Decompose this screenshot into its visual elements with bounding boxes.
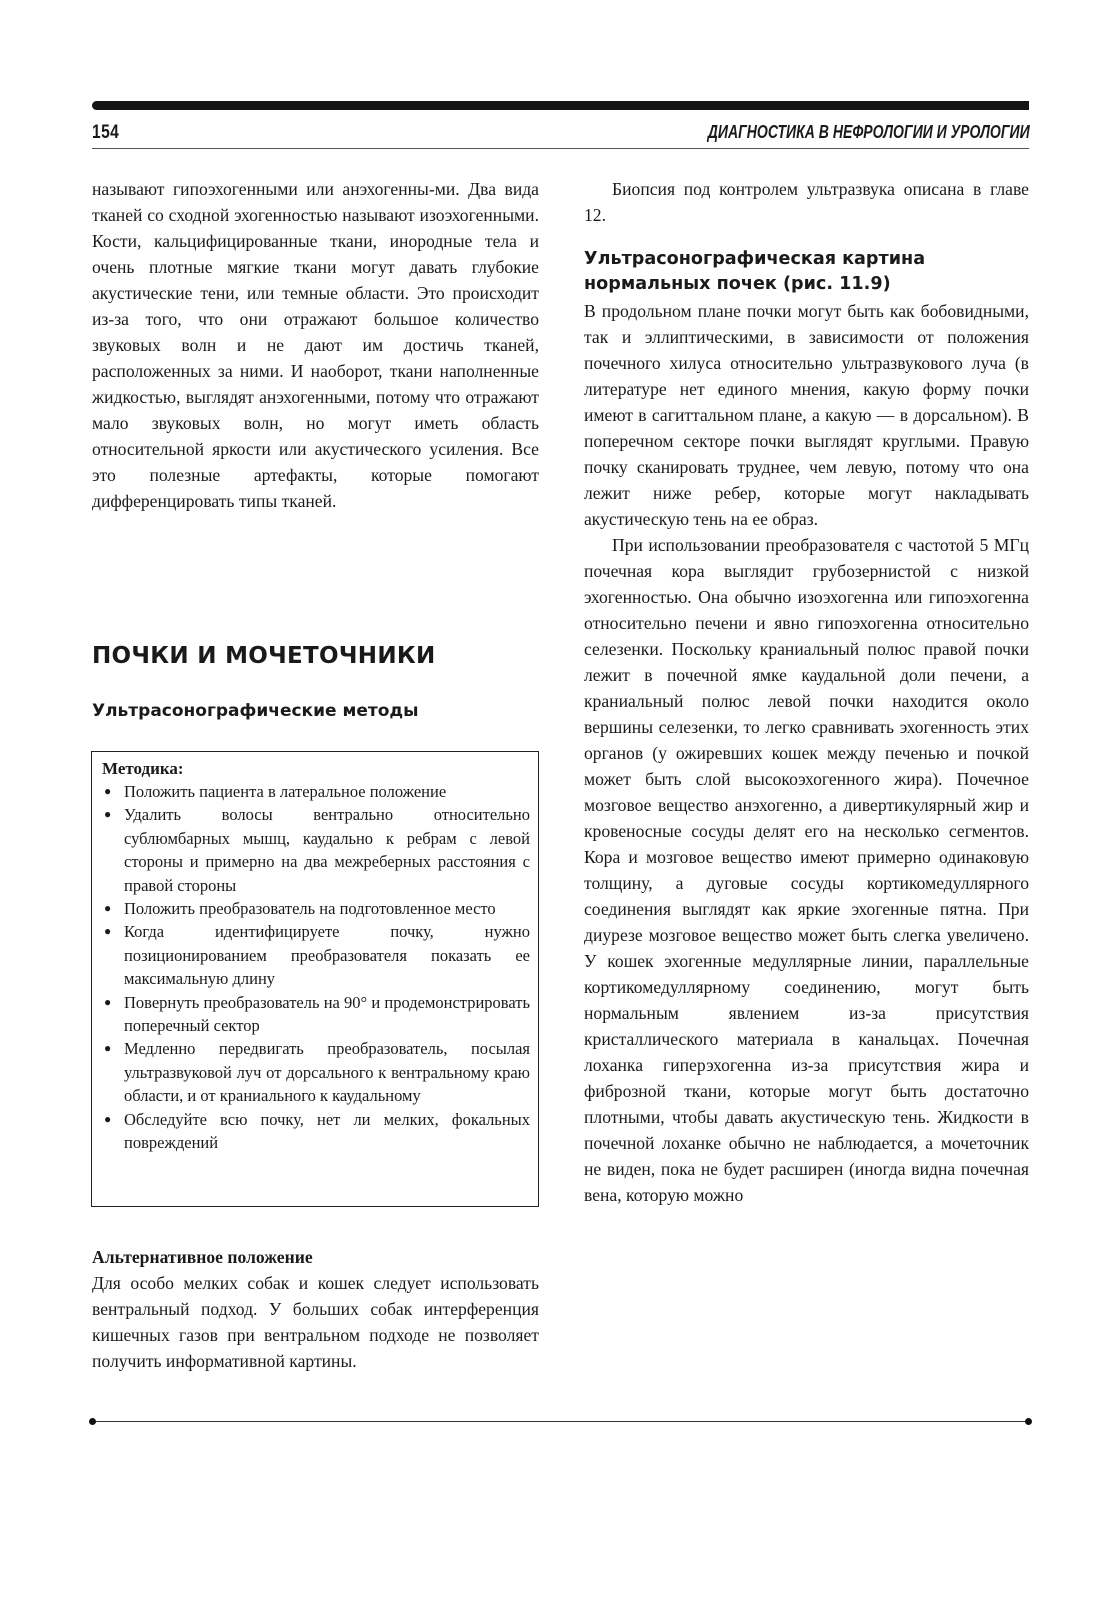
intro-paragraph: называют гипоэхогенными или анэхогенны-ми. Два вида тканей со сходной эхогенностью называют изоэхогенными. Кости, кальцифицированные ткани, инородные тела и очень плотные мягкие ткани могут давать глубокие акустические тени, или темные области. Это происходит из-за того, что они отражают большое количество звуковых волн и не дают им достичь тканей, расположенных за ними. И наоборот, ткани наполненные жидкостью, выглядят анэхогенными, потому что отражают мало звуковых волн, но могут иметь область относительной яркости или акустического усиления. Все это полезные артефакты, которые помогают дифференцировать типы тканей.: [92, 179, 539, 511]
method-item: ● Удалить волосы вентрально относительно сублюмбарных мышц, каудально к ребрам с левой стороны и примерно на два межреберных расстояния с правой стороны: [100, 803, 530, 897]
subsection-heading: Ультрасонографические методы: [92, 701, 419, 721]
bottom-rule-dot-left: [89, 1418, 96, 1425]
heading-line-2: нормальных почек (рис. 11.9): [584, 274, 891, 294]
right-column: [584, 176, 1029, 1208]
section-heading: ПОЧКИ И МОЧЕТОЧНИКИ: [92, 643, 436, 669]
top-decorative-bar: [92, 101, 1029, 110]
normal-kidneys-heading: [584, 247, 1029, 297]
method-item: ● Обследуйте всю почку, нет ли мелких, фокальных повреждений: [100, 1108, 530, 1155]
method-item: ● Положить пациента в латеральное положение: [100, 780, 530, 803]
alt-position-heading: Альтернативное положение: [92, 1247, 313, 1267]
biopsy-paragraph: Биопсия под контролем ультразвука описана в главе 12.: [584, 179, 1029, 225]
paragraph-echogenicity: При использовании преобразователя с частотой 5 МГц почечная кора выглядит грубозернистой с низкой эхогенностью. Она обычно изоэхогенна или гипоэхогенна относительно печени и явно гипоэхогенна относительно селезенки. Поскольку краниальный полюс правой почки лежит в почечной ямке каудальной доли печени, а краниальный полюс левой почки находится около вершины селезенки, то легко сравнивать эхогенность этих органов (у ожиревших кошек между печенью и почкой может быть слой высокоэхогенного жира). Почечное мозговое вещество анэхогенно, а дивертикулярный жир и кровеносные сосуды делят его на несколько сегментов. Кора и мозговое вещество имеют примерно одинаковую толщину, а дуговые сосуды кортикомедуллярного соединения выглядят как яркие эхогенные пятна. При диурезе мозговое вещество может быть слегка увеличено. У кошек эхогенные медуллярные линии, параллельные кортикомедуллярному соединению, могут быть нормальным явлением из-за присутствия кристаллического материала в канальцах. Почечная лоханка гиперэхогенна из-за присутствия жира и фиброзной ткани, которые могут быть достаточно плотными, чтобы давать акустическую тень. Жидкости в почечной лоханке обычно не наблюдается, а мочеточник не виден, пока не будет расширен (иногда видна почечная вена, которую можно: [584, 535, 1029, 1205]
bottom-rule-dot-right: [1025, 1418, 1032, 1425]
paragraph-shape: В продольном плане почки могут быть как бобовидными, так и эллиптическими, в зависимости от положения почечного хилуса относительно ультразвукового луча (в литературе нет единого мнения, какую форму почки имеют в сагиттальном плане, а какую — в дорсальном). В поперечном секторе почки выглядят круглыми. Правую почку сканировать труднее, чем левую, потому что она лежит ниже ребер, которые могут накладывать акустическую тень на ее образ.: [584, 301, 1029, 529]
heading-line-1: Ультрасонографическая картина: [584, 249, 926, 269]
method-item: ● Повернуть преобразователь на 90° и продемонстрировать поперечный сектор: [100, 991, 530, 1038]
running-header: ДИАГНОСТИКА В НЕФРОЛОГИИ И УРОЛОГИИ: [708, 122, 1030, 142]
method-box: [91, 751, 539, 1207]
method-item: ● Медленно передвигать преобразователь, посылая ультразвуковой луч от дорсального к вентральному краю области, и от краниального к каудальному: [100, 1037, 530, 1107]
header-divider: [92, 148, 1029, 149]
left-column: [92, 176, 539, 514]
method-item: ● Положить преобразователь на подготовленное место: [100, 897, 530, 920]
alt-position-paragraph: Для особо мелких собак и кошек следует использовать вентральный подход. У больших собак интерференция кишечных газов при вентральном подходе не позволяет получить информативной картины.: [92, 1273, 539, 1371]
bottom-divider: [92, 1421, 1029, 1422]
method-list: [100, 780, 530, 1155]
page-number: 154: [92, 122, 120, 143]
method-box-title: Методика:: [102, 759, 184, 778]
method-item: ● Когда идентифицируете почку, нужно позиционированием преобразователя показать ее максимальную длину: [100, 920, 530, 990]
